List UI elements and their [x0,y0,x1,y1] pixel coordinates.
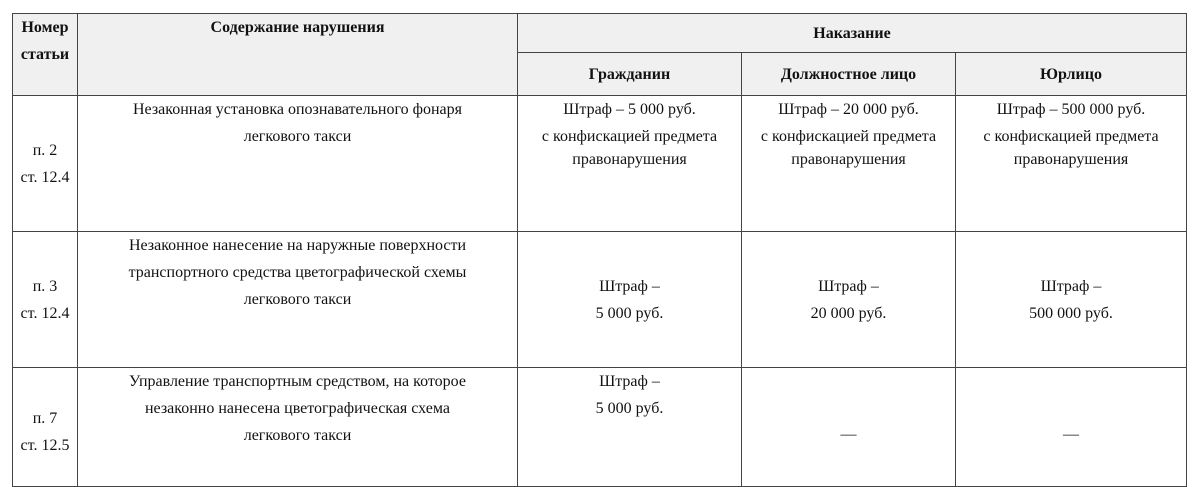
citizen-penalty-cell: Штраф – 5 000 руб. с конфискацией предмета правонарушения [518,96,742,232]
article-cell: п. 2 ст. 12.4 [13,96,78,232]
header-official: Должностное лицо [742,53,956,96]
legal-entity-penalty-cell: — [956,368,1187,487]
fines-table [12,13,1187,487]
header-row [13,14,1187,53]
header-violation: Содержание нарушения [78,14,518,96]
legal-entity-penalty-cell: Штраф – 500 000 руб. с конфискацией предмета правонарушения [956,96,1187,232]
table-row [13,96,1187,232]
violation-cell: Управление транспортным средством, на которое незаконно нанесена цветографическая схема легкового такси [78,368,518,487]
article-cell: п. 3 ст. 12.4 [13,232,78,368]
header-punishment: Наказание [518,14,1187,53]
official-penalty-cell: — [742,368,956,487]
citizen-penalty-cell: Штраф – 5 000 руб. [518,368,742,487]
header-legal-entity: Юрлицо [956,53,1187,96]
article-cell: п. 7 ст. 12.5 [13,368,78,487]
official-penalty-cell: Штраф – 20 000 руб. [742,232,956,368]
table-row [13,232,1187,368]
citizen-penalty-cell: Штраф – 5 000 руб. [518,232,742,368]
header-citizen: Гражданин [518,53,742,96]
violation-cell: Незаконное нанесение на наружные поверхности транспортного средства цветографической схемы легкового такси [78,232,518,368]
legal-entity-penalty-cell: Штраф – 500 000 руб. [956,232,1187,368]
table-row [13,368,1187,487]
official-penalty-cell: Штраф – 20 000 руб. с конфискацией предмета правонарушения [742,96,956,232]
violation-cell: Незаконная установка опознавательного фонаря легкового такси [78,96,518,232]
header-article-number: Номер статьи [13,14,78,96]
